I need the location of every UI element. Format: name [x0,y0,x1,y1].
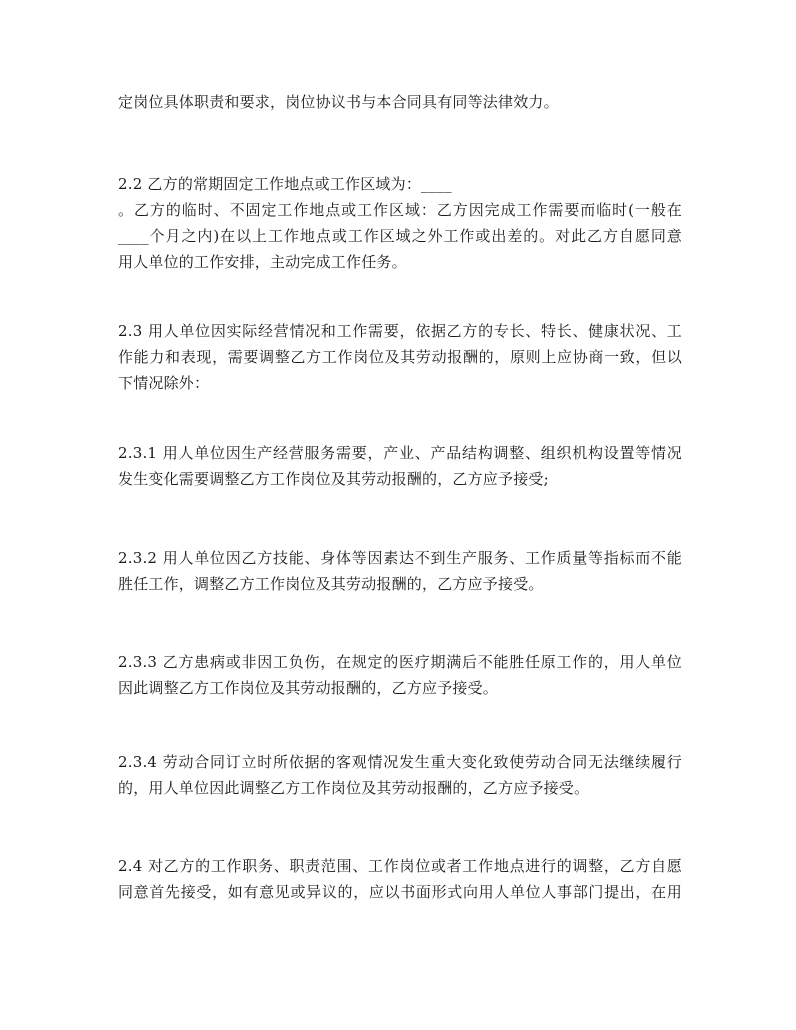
text-line: 2.3.1 用人单位因生产经营服务需要，产业、产品结构调整、组织机构设置等情况 [118,444,682,462]
paragraph-2-2 [118,171,682,275]
paragraph-2-3-3 [118,649,682,701]
text-line: 。乙方的临时、不固定工作地点或工作区域：乙方因完成工作需要而临时(一般在 [118,201,682,219]
paragraph-2-3-1 [118,440,682,492]
paragraph-2-3-4 [118,749,682,801]
paragraph-2-3-2 [118,545,682,597]
text-line: 用人单位的工作安排，主动完成工作任务。 [118,253,407,271]
text-line: 定岗位具体职责和要求，岗位协议书与本合同具有同等法律效力。 [118,93,559,111]
paragraph-2-4 [118,853,682,905]
text-line: 2.3.3 乙方患病或非因工负伤，在规定的医疗期满后不能胜任原工作的，用人单位 [118,653,682,671]
text-line: 下情况除外： [118,374,210,392]
text-line: ____个月之内)在以上工作地点或工作区域之外工作或出差的。对此乙方自愿同意 [118,227,682,245]
paragraph-2-3 [118,318,682,396]
paragraph-continued [118,89,682,115]
text-line: 2.3.2 用人单位因乙方技能、身体等因素达不到生产服务、工作质量等指标而不能 [118,549,682,567]
text-line: 因此调整乙方工作岗位及其劳动报酬的，乙方应予接受。 [118,679,499,697]
text-line: 2.4 对乙方的工作职务、职责范围、工作岗位或者工作地点进行的调整，乙方自愿 [118,857,682,875]
text-line: 发生变化需要调整乙方工作岗位及其劳动报酬的，乙方应予接受; [118,470,549,488]
text-line: 作能力和表现，需要调整乙方工作岗位及其劳动报酬的，原则上应协商一致，但以 [118,348,682,366]
text-line: 同意首先接受，如有意见或异议的，应以书面形式向用人单位人事部门提出，在用 [118,883,682,901]
text-line: 2.3.4 劳动合同订立时所依据的客观情况发生重大变化致使劳动合同无法继续履行 [118,753,682,771]
text-line: 胜任工作，调整乙方工作岗位及其劳动报酬的，乙方应予接受。 [118,575,544,593]
text-line: 的，用人单位因此调整乙方工作岗位及其劳动报酬的，乙方应予接受。 [118,779,590,797]
text-line: 2.2 乙方的常期固定工作地点或工作区域为：____ [118,175,452,193]
text-line: 2.3 用人单位因实际经营情况和工作需要，依据乙方的专长、特长、健康状况、工 [118,322,682,340]
